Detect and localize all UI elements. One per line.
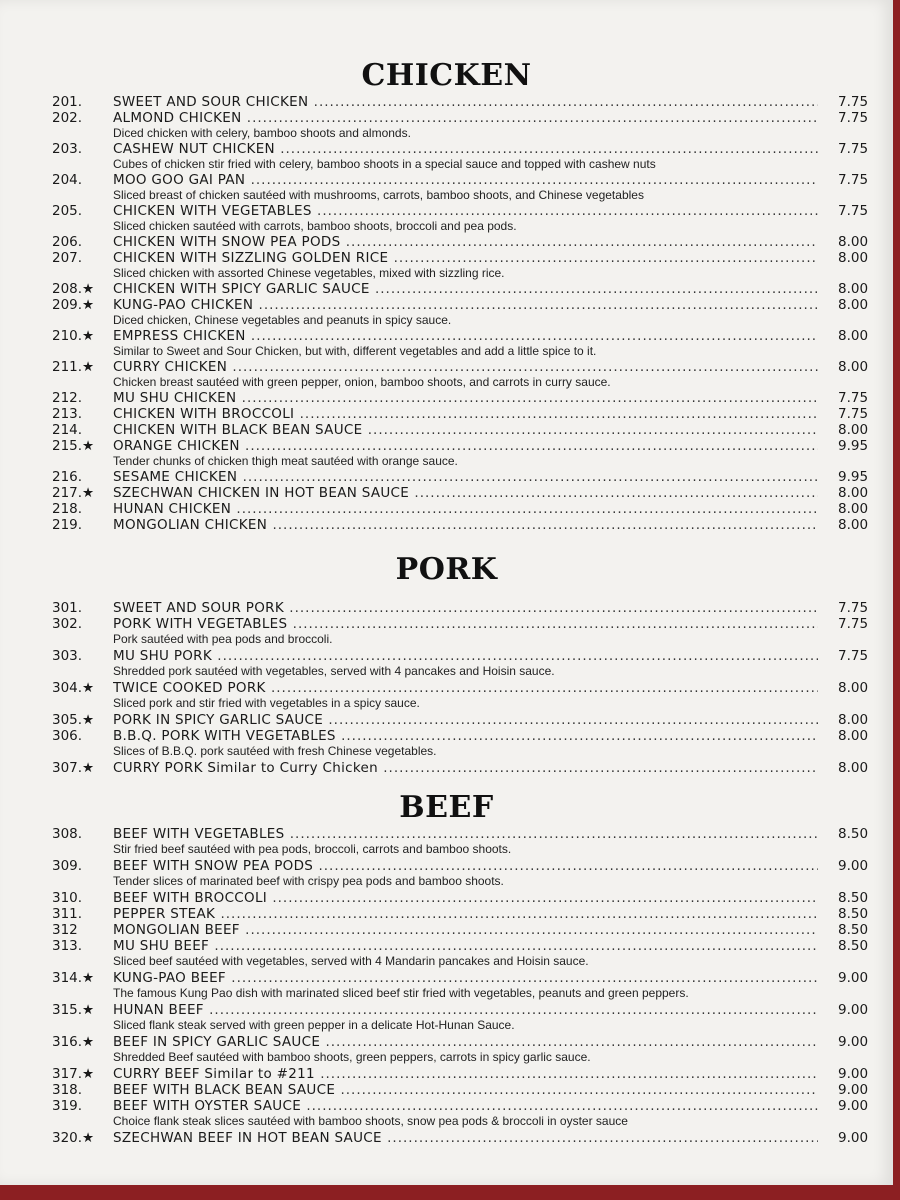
- item-name: EMPRESS CHICKEN .....: [113, 328, 818, 344]
- item-price: 7.75: [838, 616, 869, 632]
- item-price: 8.50: [838, 922, 869, 938]
- menu-item-row: [0, 1082, 893, 1098]
- item-name: HUNAN CHICKEN .....: [113, 501, 818, 517]
- item-description: Diced chicken with celery, bamboo shoots and almonds.: [113, 126, 411, 140]
- item-price: 8.00: [838, 250, 869, 266]
- item-description: Tender slices of marinated beef with crispy pea pods and bamboo shoots.: [113, 874, 504, 888]
- item-name: KUNG-PAO CHICKEN .....: [113, 297, 818, 313]
- menu-item-row: [0, 94, 893, 110]
- item-price: 7.75: [838, 110, 869, 126]
- item-number: 306.: [52, 728, 83, 744]
- item-price: 7.75: [838, 406, 869, 422]
- item-price: 8.00: [838, 501, 869, 517]
- item-price: 8.00: [838, 281, 869, 297]
- item-price: 8.00: [838, 485, 869, 501]
- menu-item-row: [0, 281, 893, 297]
- menu-item-row: [0, 485, 893, 501]
- menu-item-row: [0, 110, 893, 126]
- item-number: 216.: [52, 469, 83, 485]
- menu-item-row: [0, 760, 893, 776]
- menu-item-row: [0, 728, 893, 744]
- item-number: 315.★: [52, 1002, 95, 1018]
- item-name: BEEF WITH OYSTER SAUCE .....: [113, 1098, 818, 1114]
- menu-item-row: [0, 234, 893, 250]
- item-name: BEEF WITH BLACK BEAN SAUCE .....: [113, 1082, 818, 1098]
- item-number: 213.: [52, 406, 83, 422]
- menu-item-row: [0, 359, 893, 375]
- item-name: BEEF WITH VEGETABLES .....: [113, 826, 818, 842]
- item-price: 7.75: [838, 203, 869, 219]
- menu-item-row: [0, 422, 893, 438]
- item-number: 217.★: [52, 485, 95, 501]
- menu-item-row: [0, 1098, 893, 1114]
- item-name: MOO GOO GAI PAN .....: [113, 172, 818, 188]
- item-name: KUNG-PAO BEEF .....: [113, 970, 818, 986]
- item-name: CHICKEN WITH VEGETABLES .....: [113, 203, 818, 219]
- menu-item-row: [0, 297, 893, 313]
- item-number: 305.★: [52, 712, 95, 728]
- item-name: SZECHWAN BEEF IN HOT BEAN SAUCE .....: [113, 1130, 818, 1146]
- item-number: 316.★: [52, 1034, 95, 1050]
- item-name: CHICKEN WITH BLACK BEAN SAUCE .....: [113, 422, 818, 438]
- item-description: Sliced chicken with assorted Chinese vegetables, mixed with sizzling rice.: [113, 266, 505, 280]
- menu-item-row: [0, 1130, 893, 1146]
- item-name: CHICKEN WITH SIZZLING GOLDEN RICE .....: [113, 250, 818, 266]
- section-heading-chicken: CHICKEN: [361, 58, 532, 93]
- item-description: Sliced chicken sautéed with carrots, bamboo shoots, broccoli and pea pods.: [113, 219, 517, 233]
- item-price: 7.75: [838, 390, 869, 406]
- item-name: MONGOLIAN CHICKEN .....: [113, 517, 818, 533]
- item-price: 9.00: [838, 1098, 869, 1114]
- item-description: Pork sautéed with pea pods and broccoli.: [113, 632, 333, 646]
- menu-item-row: [0, 1066, 893, 1082]
- item-name: CHICKEN WITH SNOW PEA PODS .....: [113, 234, 818, 250]
- item-description: Shredded pork sautéed with vegetables, served with 4 pancakes and Hoisin sauce.: [113, 664, 555, 678]
- menu-item-row: [0, 890, 893, 906]
- menu-item-row: [0, 328, 893, 344]
- item-price: 7.75: [838, 600, 869, 616]
- item-description: Cubes of chicken stir fried with celery, bamboo shoots in a special sauce and topped with cashew nuts: [113, 157, 656, 171]
- item-price: 7.75: [838, 141, 869, 157]
- item-price: 8.00: [838, 680, 869, 696]
- item-price: 8.00: [838, 328, 869, 344]
- item-description: Similar to Sweet and Sour Chicken, but with, different vegetables and add a little spice to it.: [113, 344, 597, 358]
- item-number: 210.★: [52, 328, 95, 344]
- item-number: 311.: [52, 906, 83, 922]
- item-name: PORK IN SPICY GARLIC SAUCE .....: [113, 712, 818, 728]
- item-price: 8.00: [838, 422, 869, 438]
- item-number: 214.: [52, 422, 83, 438]
- item-price: 8.50: [838, 826, 869, 842]
- item-price: 7.75: [838, 172, 869, 188]
- item-name: SZECHWAN CHICKEN IN HOT BEAN SAUCE .....: [113, 485, 818, 501]
- item-number: 304.★: [52, 680, 95, 696]
- item-description: The famous Kung Pao dish with marinated sliced beef stir fried with vegetables, peanuts and green peppers.: [113, 986, 689, 1000]
- item-number: 218.: [52, 501, 83, 517]
- item-name: CURRY CHICKEN .....: [113, 359, 818, 375]
- menu-item-row: [0, 858, 893, 874]
- item-number: 212.: [52, 390, 83, 406]
- item-price: 9.00: [838, 970, 869, 986]
- item-number: 208.★: [52, 281, 95, 297]
- item-price: 8.00: [838, 234, 869, 250]
- item-name: ORANGE CHICKEN .....: [113, 438, 818, 454]
- item-description: Choice flank steak slices sautéed with bamboo shoots, snow pea pods & broccoli in oyster sauce: [113, 1114, 628, 1128]
- item-number: 318.: [52, 1082, 83, 1098]
- menu-item-row: [0, 141, 893, 157]
- menu-item-row: [0, 906, 893, 922]
- item-name: CHICKEN WITH BROCCOLI .....: [113, 406, 818, 422]
- menu-item-row: [0, 469, 893, 485]
- item-number: 205.: [52, 203, 83, 219]
- item-number: 207.: [52, 250, 83, 266]
- item-description: Sliced beef sautéed with vegetables, served with 4 Mandarin pancakes and Hoisin sauce.: [113, 954, 589, 968]
- item-name: SWEET AND SOUR PORK .....: [113, 600, 818, 616]
- item-name: BEEF IN SPICY GARLIC SAUCE .....: [113, 1034, 818, 1050]
- item-name: TWICE COOKED PORK .....: [113, 680, 818, 696]
- item-price: 8.00: [838, 760, 869, 776]
- item-name: B.B.Q. PORK WITH VEGETABLES .....: [113, 728, 818, 744]
- item-number: 309.: [52, 858, 83, 874]
- item-name: SWEET AND SOUR CHICKEN .....: [113, 94, 818, 110]
- item-name: HUNAN BEEF .....: [113, 1002, 818, 1018]
- item-number: 211.★: [52, 359, 95, 375]
- item-name: BEEF WITH BROCCOLI .....: [113, 890, 818, 906]
- item-number: 201.: [52, 94, 83, 110]
- item-price: 7.75: [838, 648, 869, 664]
- item-description: Shredded Beef sautéed with bamboo shoots, green peppers, carrots in spicy garlic sauce.: [113, 1050, 591, 1064]
- item-name: MU SHU BEEF .....: [113, 938, 818, 954]
- item-price: 9.95: [838, 438, 869, 454]
- item-name: MU SHU CHICKEN .....: [113, 390, 818, 406]
- item-name: PORK WITH VEGETABLES .....: [113, 616, 818, 632]
- menu-item-row: [0, 250, 893, 266]
- item-name: PEPPER STEAK .....: [113, 906, 818, 922]
- menu-item-row: [0, 390, 893, 406]
- menu-item-row: [0, 438, 893, 454]
- item-description: Sliced pork and stir fried with vegetables in a spicy sauce.: [113, 696, 420, 710]
- menu-item-row: [0, 648, 893, 664]
- item-price: 9.00: [838, 1034, 869, 1050]
- menu-item-row: [0, 501, 893, 517]
- item-name: CURRY PORK Similar to Curry Chicken .....: [113, 760, 818, 776]
- item-description: Stir fried beef sautéed with pea pods, broccoli, carrots and bamboo shoots.: [113, 842, 512, 856]
- item-description: Slices of B.B.Q. pork sautéed with fresh Chinese vegetables.: [113, 744, 437, 758]
- item-price: 9.00: [838, 858, 869, 874]
- item-price: 8.00: [838, 517, 869, 533]
- menu-item-row: [0, 406, 893, 422]
- item-number: 310.: [52, 890, 83, 906]
- item-price: 8.00: [838, 712, 869, 728]
- item-name: ALMOND CHICKEN .....: [113, 110, 818, 126]
- menu-item-row: [0, 616, 893, 632]
- item-name: CASHEW NUT CHICKEN .....: [113, 141, 818, 157]
- item-price: 8.00: [838, 297, 869, 313]
- item-number: 202.: [52, 110, 83, 126]
- item-price: 8.50: [838, 890, 869, 906]
- item-number: 215.★: [52, 438, 95, 454]
- item-number: 312: [52, 922, 78, 938]
- item-price: 8.50: [838, 906, 869, 922]
- menu-item-row: [0, 970, 893, 986]
- section-heading-beef: BEEF: [399, 790, 494, 825]
- item-number: 301.: [52, 600, 83, 616]
- item-price: 8.00: [838, 728, 869, 744]
- item-number: 302.: [52, 616, 83, 632]
- menu-item-row: [0, 1002, 893, 1018]
- menu-item-row: [0, 680, 893, 696]
- item-price: 9.00: [838, 1002, 869, 1018]
- item-price: 9.00: [838, 1082, 869, 1098]
- item-description: Sliced flank steak served with green pepper in a delicate Hot-Hunan Sauce.: [113, 1018, 515, 1032]
- item-name: MU SHU PORK .....: [113, 648, 818, 664]
- item-name: MONGOLIAN BEEF .....: [113, 922, 818, 938]
- item-number: 319.: [52, 1098, 83, 1114]
- item-number: 314.★: [52, 970, 95, 986]
- item-price: 8.00: [838, 359, 869, 375]
- item-number: 206.: [52, 234, 83, 250]
- item-number: 308.: [52, 826, 83, 842]
- item-price: 9.00: [838, 1066, 869, 1082]
- menu-item-row: [0, 826, 893, 842]
- item-price: 9.95: [838, 469, 869, 485]
- item-name: BEEF WITH SNOW PEA PODS .....: [113, 858, 818, 874]
- menu-item-row: [0, 203, 893, 219]
- item-name: SESAME CHICKEN .....: [113, 469, 818, 485]
- item-number: 203.: [52, 141, 83, 157]
- item-name: CHICKEN WITH SPICY GARLIC SAUCE .....: [113, 281, 818, 297]
- menu-item-row: [0, 172, 893, 188]
- item-number: 320.★: [52, 1130, 95, 1146]
- item-description: Tender chunks of chicken thigh meat sautéed with orange sauce.: [113, 454, 458, 468]
- item-number: 204.: [52, 172, 83, 188]
- item-name: CURRY BEEF Similar to #211 .....: [113, 1066, 818, 1082]
- item-price: 7.75: [838, 94, 869, 110]
- item-description: Chicken breast sautéed with green pepper, onion, bamboo shoots, and carrots in curry sauce.: [113, 375, 611, 389]
- menu-item-row: [0, 1034, 893, 1050]
- item-number: 317.★: [52, 1066, 95, 1082]
- item-price: 8.50: [838, 938, 869, 954]
- item-price: 9.00: [838, 1130, 869, 1146]
- menu-item-row: [0, 922, 893, 938]
- menu-item-row: [0, 938, 893, 954]
- item-number: 307.★: [52, 760, 95, 776]
- item-description: Diced chicken, Chinese vegetables and peanuts in spicy sauce.: [113, 313, 452, 327]
- item-number: 313.: [52, 938, 83, 954]
- section-heading-pork: PORK: [395, 552, 498, 587]
- menu-item-row: [0, 600, 893, 616]
- item-description: Sliced breast of chicken sautéed with mushrooms, carrots, bamboo shoots, and Chinese vegetables: [113, 188, 644, 202]
- menu-item-row: [0, 517, 893, 533]
- menu-item-row: [0, 712, 893, 728]
- item-number: 303.: [52, 648, 83, 664]
- item-number: 209.★: [52, 297, 95, 313]
- item-number: 219.: [52, 517, 83, 533]
